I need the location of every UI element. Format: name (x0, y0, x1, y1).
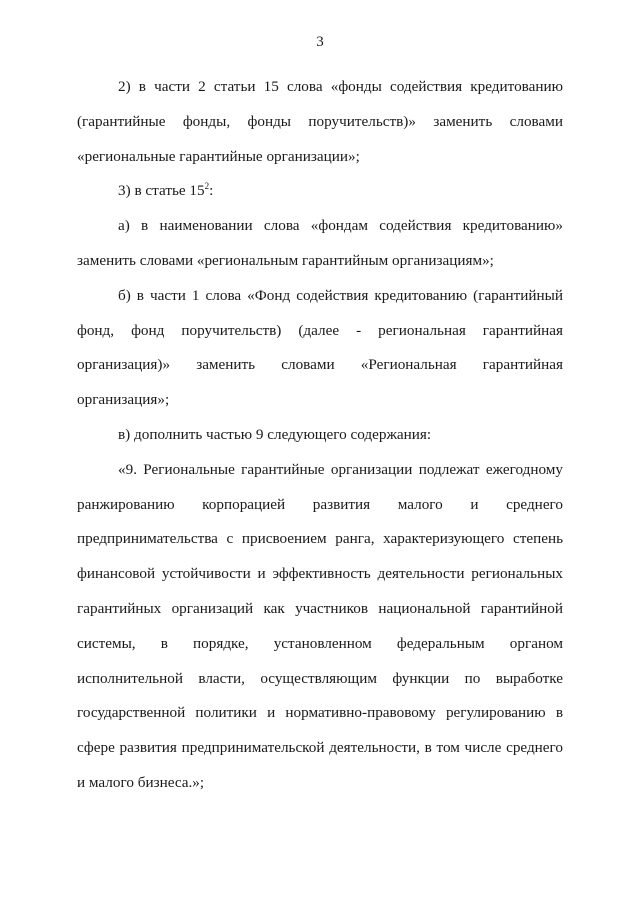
superscript-index: 2 (204, 181, 210, 192)
document-body (77, 70, 563, 801)
paragraph-item-3-tail: : (209, 182, 214, 200)
paragraph-item-3-text: 3) в статье 15 (118, 182, 205, 200)
paragraph-item-2: 2) в части 2 статьи 15 слова «фонды содействия кредитованию (гарантийные фонды, фонды поручительств)» заменить словами «региональные гарантийные организации»; (77, 78, 563, 165)
paragraph-subitem-v: в) дополнить частью 9 следующего содержания: (118, 425, 432, 443)
paragraph-quoted-part-9: «9. Региональные гарантийные организации подлежат ежегодному ранжированию корпорацией развития малого и среднего предпринимательства с присвоением ранга, характеризующего степень финансовой устойчивости и эффективность деятельности региональных гарантийных организаций как участников национальной гарантийной системы, в порядке, установленном федеральным органом исполнительной власти, осуществляющим функции по выработке государственной политики и нормативно-правовому регулированию в сфере развития предпринимательской деятельности, в том числе среднего и малого бизнеса.»; (77, 460, 563, 791)
paragraph-item-3 (77, 174, 563, 209)
paragraph-subitem-b: б) в части 1 слова «Фонд содействия кредитованию (гарантийный фонд, фонд поручительств) (далее - региональная гарантийная организация)» заменить словами «Региональная гарантийная организация»; (77, 286, 563, 409)
paragraph-subitem-a: а) в наименовании слова «фондам содействия кредитованию» заменить словами «региональным гарантийным организациям»; (77, 217, 563, 269)
page-number: 3 (316, 34, 324, 50)
